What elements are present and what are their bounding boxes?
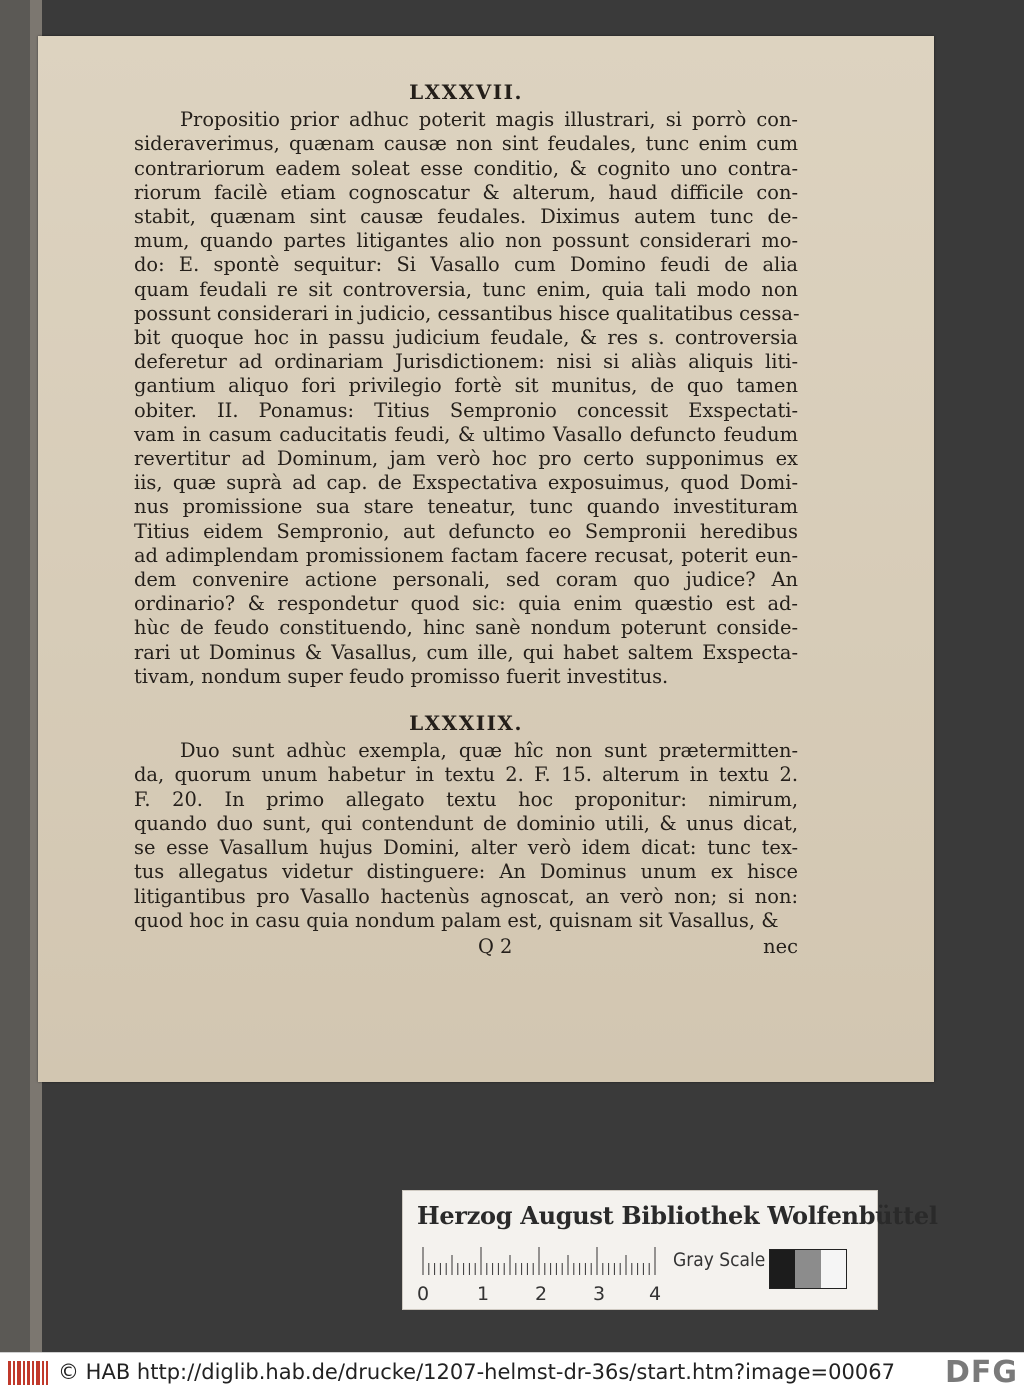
text-line: ordinario? & respondetur quod sic: quia enim quæstio est ad-	[134, 592, 798, 616]
scale-number: 2	[535, 1283, 548, 1305]
text-line: rari ut Dominus & Vasallus, cum ille, qui habet saltem Exspecta-	[134, 640, 798, 664]
section-1-body	[134, 108, 798, 689]
dfg-logo: DFG	[944, 1355, 1018, 1390]
section-heading-88: LXXXIIX.	[409, 711, 523, 736]
gray-scale-swatches	[769, 1249, 847, 1289]
page-foot-line	[134, 935, 798, 959]
text-line: quod hoc in casu quia nondum palam est, quisnam sit Vasallus, &	[134, 908, 779, 932]
catchword: nec	[763, 934, 798, 958]
text-line: dem convenire actione personali, sed coram quo judice? An	[134, 568, 798, 592]
text-line: Duo sunt adhùc exempla, quæ hîc non sunt prætermitten-	[180, 739, 798, 763]
library-color-card	[402, 1190, 938, 1310]
text-line: vam in casum caducitatis feudi, & ultimo Vasallo defuncto feudum	[134, 422, 798, 446]
text-line: revertitur ad Dominum, jam verò hoc pro certo supponimus ex	[134, 447, 798, 471]
gray-swatch-mid	[795, 1250, 820, 1288]
barcode-icon	[8, 1361, 48, 1385]
signature-mark: Q 2	[478, 934, 513, 958]
text-line: Propositio prior adhuc poterit magis illustrari, si porrò con-	[180, 108, 798, 132]
text-line: possunt considerari in judicio, cessantibus hisce qualitatibus cessa-	[134, 301, 800, 325]
text-line: mum, quando partes litigantes alio non possunt considerari mo-	[134, 229, 798, 253]
scale-number: 1	[477, 1283, 490, 1305]
gray-scale-label: Gray Scale	[673, 1249, 766, 1271]
text-line: Titius eidem Sempronio, aut defuncto eo Sempronii heredibus	[134, 519, 798, 543]
text-line: riorum facilè etiam cognoscatur & alterum, haud difficile con-	[134, 180, 798, 204]
text-line: stabit, quænam sint causæ feudales. Diximus autem tunc de-	[134, 205, 798, 229]
text-line: obiter. II. Ponamus: Titius Sempronio concessit Exspectati-	[134, 398, 798, 422]
scale-number: 0	[417, 1283, 430, 1305]
section-heading-87: LXXXVII.	[409, 80, 523, 104]
scale-ruler	[421, 1247, 657, 1275]
viewer-footer	[0, 1352, 1024, 1393]
text-line: se esse Vasallum hujus Domini, alter verò idem dicat: tunc tex-	[134, 836, 798, 860]
text-line: deferetur ad ordinariam Jurisdictionem: nisi si aliàs aliquis liti-	[134, 350, 798, 374]
gray-swatch-dark	[770, 1250, 795, 1288]
scale-number: 4	[649, 1283, 662, 1305]
text-line: quam feudali re sit controversia, tunc enim, quia tali modo non	[134, 277, 798, 301]
text-line: tivam, nondum super feudo promisso fuerit investitus.	[134, 664, 669, 688]
text-line: gantium aliquo fori privilegio fortè sit munitus, de quo tamen	[134, 374, 798, 398]
text-line: tus allegatus videtur distinguere: An Dominus unum ex hisce	[134, 860, 798, 884]
text-line: quando duo sunt, qui contendunt de dominio utili, & unus dicat,	[134, 811, 798, 835]
text-line: iis, quæ suprà ad cap. de Exspectativa exposuimus, quod Domi-	[134, 471, 798, 495]
text-line: F. 20. In primo allegato textu hoc proponitur: nimirum,	[134, 787, 798, 811]
gray-swatch-light	[821, 1250, 846, 1288]
text-line: litigantibus pro Vasallo hactenùs agnoscat, an verò non; si non:	[134, 884, 798, 908]
text-line: do: E. spontè sequitur: Si Vasallo cum Domino feudi de alia	[134, 253, 798, 277]
text-line: contrariorum eadem soleat esse conditio, & cognito uno contra-	[134, 156, 798, 180]
text-line: da, quorum unum habetur in textu 2. F. 15. alterum in textu 2.	[134, 763, 798, 787]
text-line: ad adimplendam promissionem factam facere recusat, poterit eun-	[134, 543, 798, 567]
library-name: Herzog August Bibliothek Wolfenbüttel	[417, 1201, 938, 1230]
text-line: nus promissione sua stare teneatur, tunc quando investituram	[134, 495, 798, 519]
text-line: hùc de feudo constituendo, hinc sanè nondum poterunt conside-	[134, 616, 798, 640]
scale-number: 3	[593, 1283, 606, 1305]
book-page	[38, 36, 934, 1082]
text-line: sideraverimus, quænam causæ non sint feudales, tunc enim cum	[134, 132, 798, 156]
section-2-body	[134, 739, 798, 933]
source-credit-link[interactable]: © HAB http://diglib.hab.de/drucke/1207-helmst-dr-36s/start.htm?image=00067	[58, 1360, 895, 1384]
page-text-block	[134, 72, 798, 959]
text-line: bit quoque hoc in passu judicium feudale, & res s. controversia	[134, 326, 798, 350]
